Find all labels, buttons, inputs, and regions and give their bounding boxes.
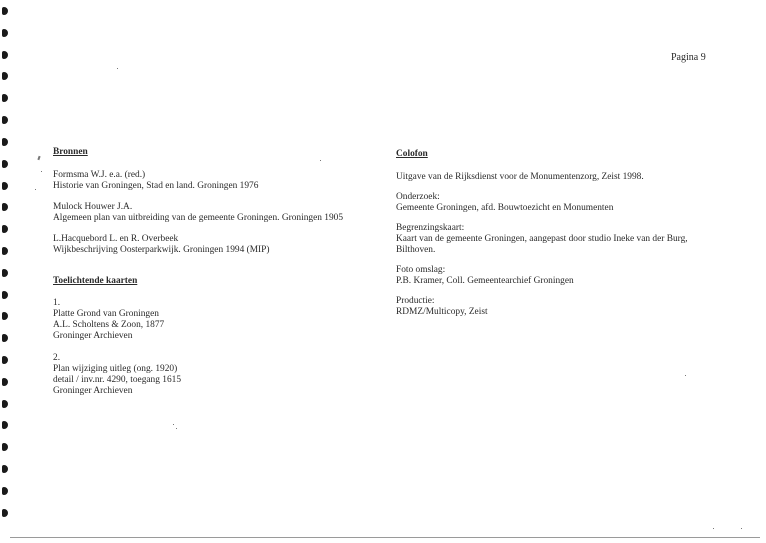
binding-hole bbox=[2, 7, 8, 15]
page-number: Pagina 9 bbox=[671, 52, 706, 63]
binding-hole bbox=[2, 225, 8, 233]
binding-hole bbox=[2, 116, 8, 124]
productie-entry bbox=[396, 296, 736, 318]
productie-label: Productie: bbox=[396, 296, 435, 306]
uitgave-text: Uitgave van de Rijksdienst voor de Monumentenzorg, Zeist 1998. bbox=[396, 172, 644, 182]
binding-hole bbox=[2, 269, 8, 277]
begrenzingskaart-value: Bilthoven. bbox=[396, 245, 436, 255]
binding-hole bbox=[2, 443, 8, 451]
map-entry bbox=[53, 353, 383, 397]
scan-speck bbox=[117, 68, 118, 69]
map-number: 1. bbox=[53, 298, 61, 308]
binding-hole bbox=[2, 94, 8, 102]
begrenzingskaart-label: Begrenzingskaart: bbox=[396, 223, 465, 233]
source-title: Wijkbeschrijving Oosterparkwijk. Groningen 1994 (MIP) bbox=[53, 245, 270, 255]
binding-hole bbox=[2, 247, 8, 255]
map-entry bbox=[53, 298, 383, 342]
kaarten-heading: Toelichtende kaarten bbox=[53, 276, 138, 286]
source-title: Historie van Groningen, Stad en land. Groningen 1976 bbox=[53, 181, 259, 191]
binding-hole bbox=[2, 72, 8, 80]
source-entry bbox=[53, 234, 383, 256]
uitgave-entry bbox=[396, 172, 736, 183]
source-author: Mulock Houwer J.A. bbox=[53, 202, 133, 212]
binding-hole bbox=[2, 421, 8, 429]
productie-value: RDMZ/Multicopy, Zeist bbox=[396, 307, 488, 317]
bronnen-heading: Bronnen bbox=[53, 147, 88, 157]
binding-hole bbox=[2, 312, 8, 320]
binding-hole bbox=[2, 509, 8, 517]
map-detail: detail / inv.nr. 4290, toegang 1615 bbox=[53, 375, 182, 385]
scan-speck bbox=[741, 528, 742, 529]
source-author: Formsma W.J. e.a. (red.) bbox=[53, 170, 146, 180]
binding-hole bbox=[2, 378, 8, 386]
begrenzingskaart-value: Kaart van de gemeente Groningen, aangepast door studio Ineke van der Burg, bbox=[396, 234, 688, 244]
binding-hole bbox=[2, 334, 8, 342]
left-column bbox=[53, 147, 383, 397]
foto-value: P.B. Kramer, Coll. Gemeentearchief Groningen bbox=[396, 276, 574, 286]
scan-speck bbox=[37, 156, 40, 160]
scan-speck bbox=[41, 171, 42, 172]
binding-hole bbox=[2, 400, 8, 408]
map-publisher: A.L. Scholtens & Zoon, 1877 bbox=[53, 320, 165, 330]
source-entry bbox=[53, 170, 383, 192]
binding-hole bbox=[2, 487, 8, 495]
binding-holes bbox=[0, 0, 14, 543]
map-title: Platte Grond van Groningen bbox=[53, 309, 159, 319]
source-entry bbox=[53, 202, 383, 224]
binding-hole bbox=[2, 182, 8, 190]
binding-hole bbox=[2, 465, 8, 473]
binding-hole bbox=[2, 160, 8, 168]
onderzoek-value: Gemeente Groningen, afd. Bouwtoezicht en Monumenten bbox=[396, 203, 614, 213]
scan-speck bbox=[685, 375, 686, 376]
binding-hole bbox=[2, 138, 8, 146]
scan-speck bbox=[320, 160, 321, 161]
scan-speck bbox=[176, 428, 177, 429]
binding-hole bbox=[2, 51, 8, 59]
binding-hole bbox=[2, 203, 8, 211]
map-archive: Groninger Archieven bbox=[53, 331, 133, 341]
source-title: Algemeen plan van uitbreiding van de gemeente Groningen. Groningen 1905 bbox=[53, 213, 344, 223]
scan-speck bbox=[713, 528, 714, 529]
source-author: L.Hacquebord L. en R. Overbeek bbox=[53, 234, 179, 244]
map-archive: Groninger Archieven bbox=[53, 386, 133, 396]
map-number: 2. bbox=[53, 353, 61, 363]
right-column bbox=[396, 149, 736, 318]
page-edge-line bbox=[10, 537, 760, 538]
colofon-heading: Colofon bbox=[396, 149, 428, 159]
scan-speck bbox=[35, 189, 36, 190]
map-title: Plan wijziging uitleg (ong. 1920) bbox=[53, 364, 178, 374]
foto-label: Foto omslag: bbox=[396, 265, 446, 275]
binding-hole bbox=[2, 356, 8, 364]
foto-entry bbox=[396, 265, 736, 287]
scan-speck bbox=[173, 424, 174, 425]
begrenzingskaart-entry bbox=[396, 223, 736, 256]
onderzoek-entry bbox=[396, 192, 736, 214]
binding-hole bbox=[2, 29, 8, 37]
onderzoek-label: Onderzoek: bbox=[396, 192, 440, 202]
binding-hole bbox=[2, 291, 8, 299]
